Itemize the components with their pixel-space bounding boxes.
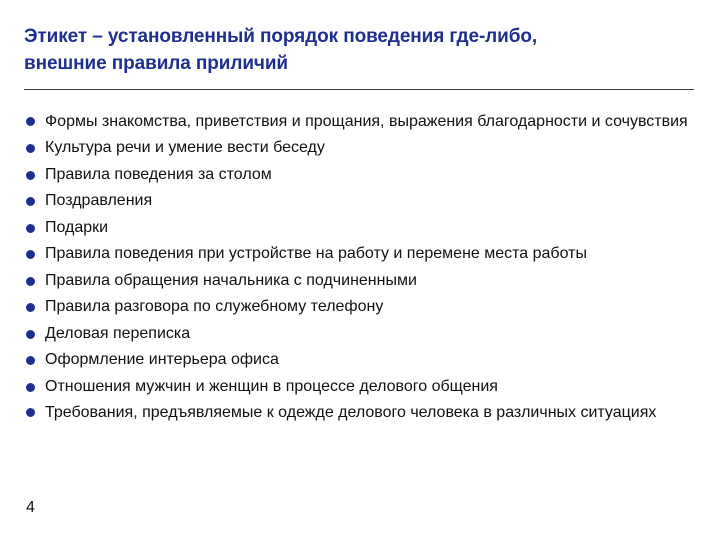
slide-title-line-1: Этикет – установленный порядок поведения где-либо, <box>24 26 538 47</box>
bullet-icon <box>26 144 35 153</box>
list-item <box>23 241 695 268</box>
list-item-text: Оформление интерьера офиса <box>45 351 279 368</box>
bullet-icon <box>26 224 35 233</box>
list-item-text: Формы знакомства, приветствия и прощания, выражения благодарности и сочувствия <box>45 113 688 130</box>
bullet-icon <box>26 117 35 126</box>
list-item <box>23 109 695 135</box>
slide-title <box>24 23 684 77</box>
list-item-text: Поздравления <box>45 192 153 209</box>
bullet-list <box>23 109 695 426</box>
page-number: 4 <box>26 499 35 516</box>
bullet-icon <box>26 330 35 339</box>
list-item-text: Культура речи и умение вести беседу <box>45 139 325 156</box>
bullet-icon <box>26 303 35 312</box>
bullet-icon <box>26 356 35 365</box>
list-item <box>23 400 695 426</box>
list-item-text: Подарки <box>45 218 109 236</box>
list-item-text: Отношения мужчин и женщин в процессе делового общения <box>45 377 498 395</box>
list-item <box>23 374 695 401</box>
list-item-text: Правила поведения за столом <box>45 165 272 183</box>
bullet-icon <box>26 197 35 206</box>
slide-title-line-2: внешние правила приличий <box>24 53 288 74</box>
list-item-text: Правила разговора по служебному телефону <box>45 298 384 315</box>
list-item <box>23 188 695 215</box>
bullet-icon <box>26 277 35 286</box>
list-item <box>23 215 695 242</box>
title-divider <box>24 89 694 90</box>
list-item-text: Требования, предъявляемые к одежде делового человека в различных ситуациях <box>45 404 657 421</box>
list-item <box>23 347 695 374</box>
list-item <box>23 321 695 348</box>
list-item-text: Правила поведения при устройстве на работу и перемене места работы <box>45 245 587 262</box>
list-item <box>23 268 695 295</box>
list-item <box>23 135 695 162</box>
list-item <box>23 162 695 189</box>
list-item-text: Правила обращения начальника с подчиненными <box>45 271 417 289</box>
bullet-icon <box>26 408 35 417</box>
bullet-icon <box>26 383 35 392</box>
list-item <box>23 294 695 321</box>
bullet-icon <box>26 250 35 259</box>
bullet-icon <box>26 171 35 180</box>
list-item-text: Деловая переписка <box>45 324 191 342</box>
